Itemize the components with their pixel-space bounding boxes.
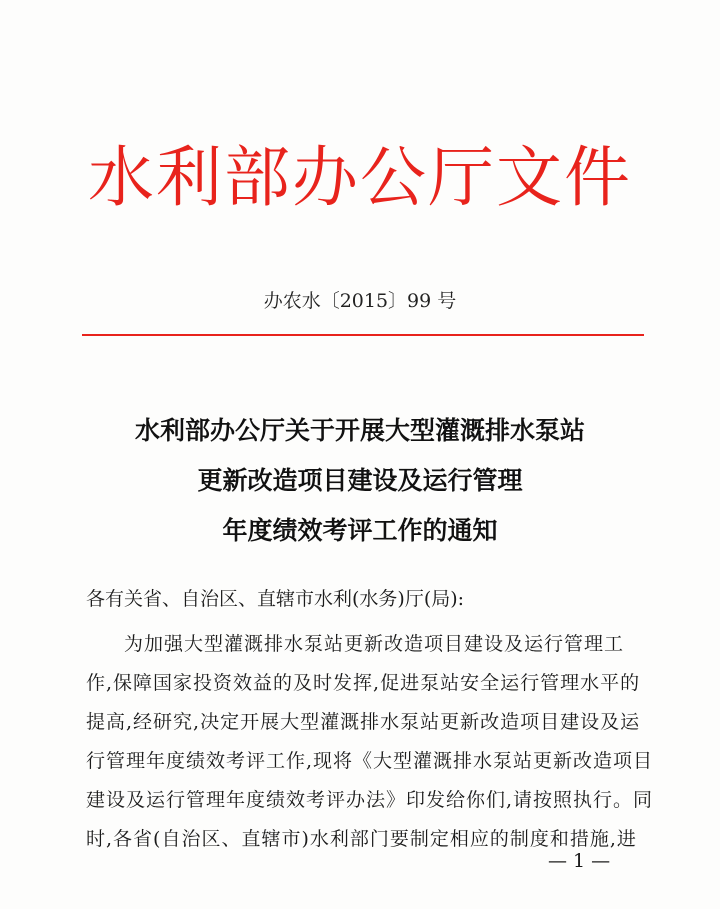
body-line: 时,各省(自治区、直辖市)水利部门要制定相应的制度和措施,进	[86, 828, 637, 850]
body-text	[86, 625, 654, 859]
document-title-line-3: 年度绩效考评工作的通知	[222, 516, 498, 545]
body-line: 为加强大型灌溉排水泵站更新改造项目建设及运行管理工	[124, 633, 625, 655]
document-number: 办农水〔2015〕99 号	[263, 290, 457, 312]
salutation: 各有关省、自治区、直辖市水利(水务)厅(局):	[86, 588, 465, 610]
issuer-header-title: 水利部办公厅文件	[88, 139, 632, 216]
document-title-line-2: 更新改造项目建设及运行管理	[197, 466, 523, 495]
body-line: 提高,经研究,决定开展大型灌溉排水泵站更新改造项目建设及运	[86, 711, 641, 733]
body-line: 建设及运行管理年度绩效考评办法》印发给你们,请按照执行。同	[86, 789, 654, 811]
document-title-line-1: 水利部办公厅关于开展大型灌溉排水泵站	[134, 416, 585, 445]
body-line: 行管理年度绩效考评工作,现将《大型灌溉排水泵站更新改造项目	[86, 750, 654, 772]
document-title	[0, 406, 720, 556]
body-line: 作,保障国家投资效益的及时发挥,促进泵站安全运行管理水平的	[86, 672, 641, 694]
red-separator-line	[82, 334, 644, 336]
page-number: — 1 —	[548, 850, 611, 872]
